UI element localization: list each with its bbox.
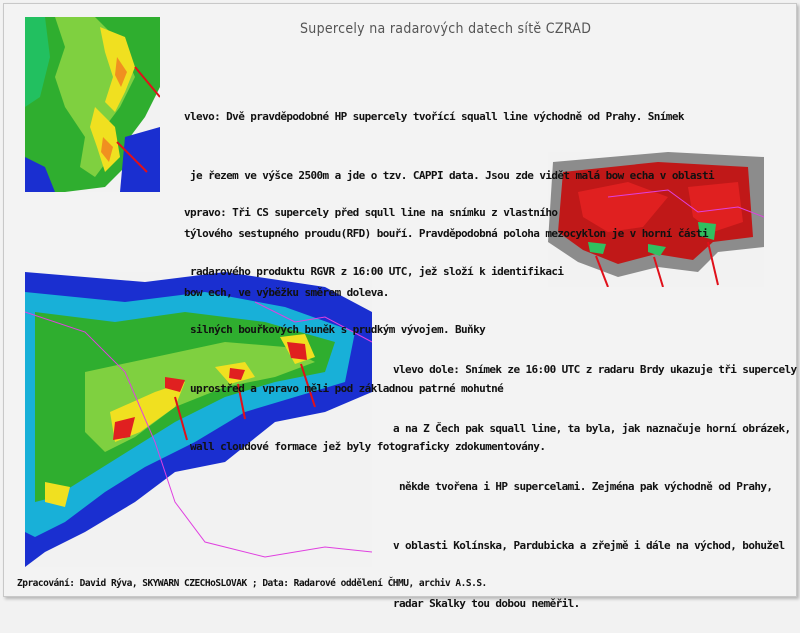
text-line: silných bouřkových buněk s prudkým vývojem. Buňky <box>184 323 486 336</box>
text-line: vlevo: Dvě pravděpodobné HP supercely tvořící squall line východně od Prahy. Snímek <box>184 110 684 123</box>
text-line: bow ech, ve výběžku směrem doleva. <box>184 285 389 299</box>
credits-footer: Zpracování: David Rýva, SKYWARN CZECHoSLOVAK ; Data: Radarové oddělení ČHMU, archiv A.S.S. <box>17 578 487 589</box>
text-line: vlevo dole: Snímek ze 16:00 UTC z radaru Brdy ukazuje tři supercely <box>393 363 797 376</box>
text-line: radar Skalky tou dobou neměřil. <box>393 597 580 610</box>
page-title: Supercely na radarových datech sítě CZRAD <box>300 21 592 37</box>
text-line: a na Z Čech pak squall line, ta byla, jak naznačuje horní obrázek, <box>393 421 791 435</box>
text-line: uprostřed a vpravo měli pod základnou patrné mohutné <box>184 381 504 395</box>
text-line: někde tvořena i HP supercelami. Zejména pak východně od Prahy, <box>393 480 773 493</box>
text-line: wall cloudové formace jež byly fotograficky zdokumentovány. <box>184 440 546 453</box>
text-line: vpravo: Tři CS supercely před squll line na snímku z vlastního <box>184 206 558 219</box>
radar-image-cappi <box>25 17 160 192</box>
text-line: v oblasti Kolínska, Pardubicka a zřejmě i dále na východ, bohužel <box>393 538 785 552</box>
text-line: je řezem ve výšce 2500m a jde o tzv. CAPPI data. Jsou zde vidět malá bow echa v oblasti <box>184 168 714 182</box>
text-line: radarového produktu RGVR z 16:00 UTC, jež složí k identifikaci <box>184 264 564 278</box>
text-line: týlového sestupného proudu(RFD) bouří. Pravděpodobná poloha mezocyklon je v horní části <box>184 227 708 240</box>
